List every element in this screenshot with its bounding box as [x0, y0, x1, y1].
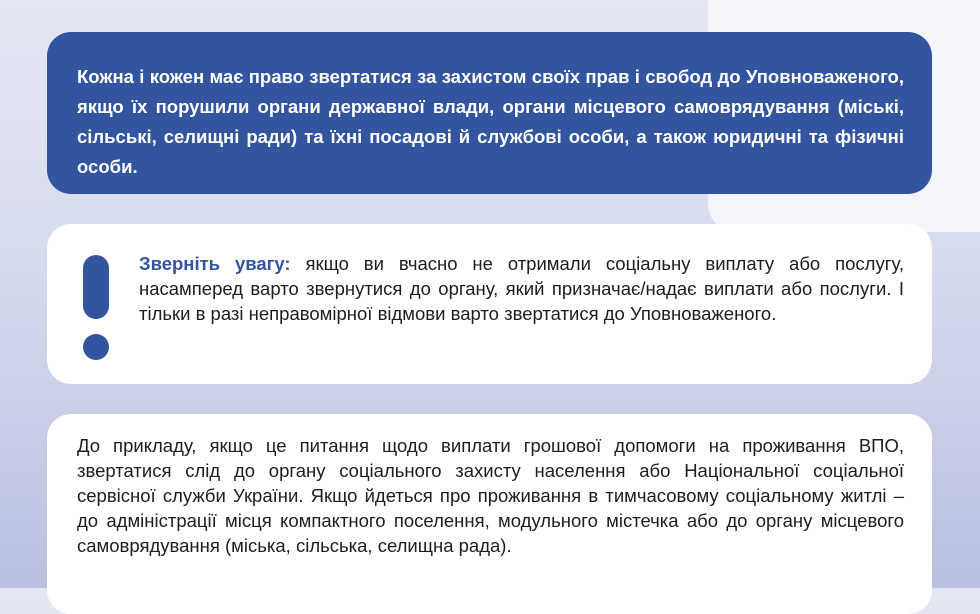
exclamation-bar	[83, 255, 109, 319]
rights-text: Кожна і кожен має право звертатися за захистом своїх прав і свобод до Уповноваженого, якщо їх порушили органи державної влади, органи місцевого самоврядування (міські, сільські, селищні ради) та їхні посадові й службові особи, а також юридичні та фізичні особи.	[77, 66, 904, 177]
exclamation-dot	[83, 334, 109, 360]
example-text: До прикладу, якщо це питання щодо виплати грошової допомоги на проживання ВПО, звертатися слід до органу соціального захисту населення або Національної соціальної сервісної служби України. Якщо йдеться про проживання в тимчасовому соціальному житлі – до адміністрації місця компактного поселення, модульного містечка або до органу місцевого самоврядування (міська, сільська, селищна рада).	[77, 435, 904, 556]
note-card	[47, 224, 932, 384]
exclamation-icon	[83, 255, 109, 361]
note-lead: Зверніть увагу:	[139, 253, 291, 274]
example-card	[47, 414, 932, 614]
rights-card	[47, 32, 932, 194]
note-text: якщо ви вчасно не отримали соціальну виплату або послугу, насамперед варто звернутися до органу, який призначає/надає виплати або послуги. І тільки в разі неправомірної відмови варто звертатися до Уповноваженого.	[139, 253, 905, 324]
